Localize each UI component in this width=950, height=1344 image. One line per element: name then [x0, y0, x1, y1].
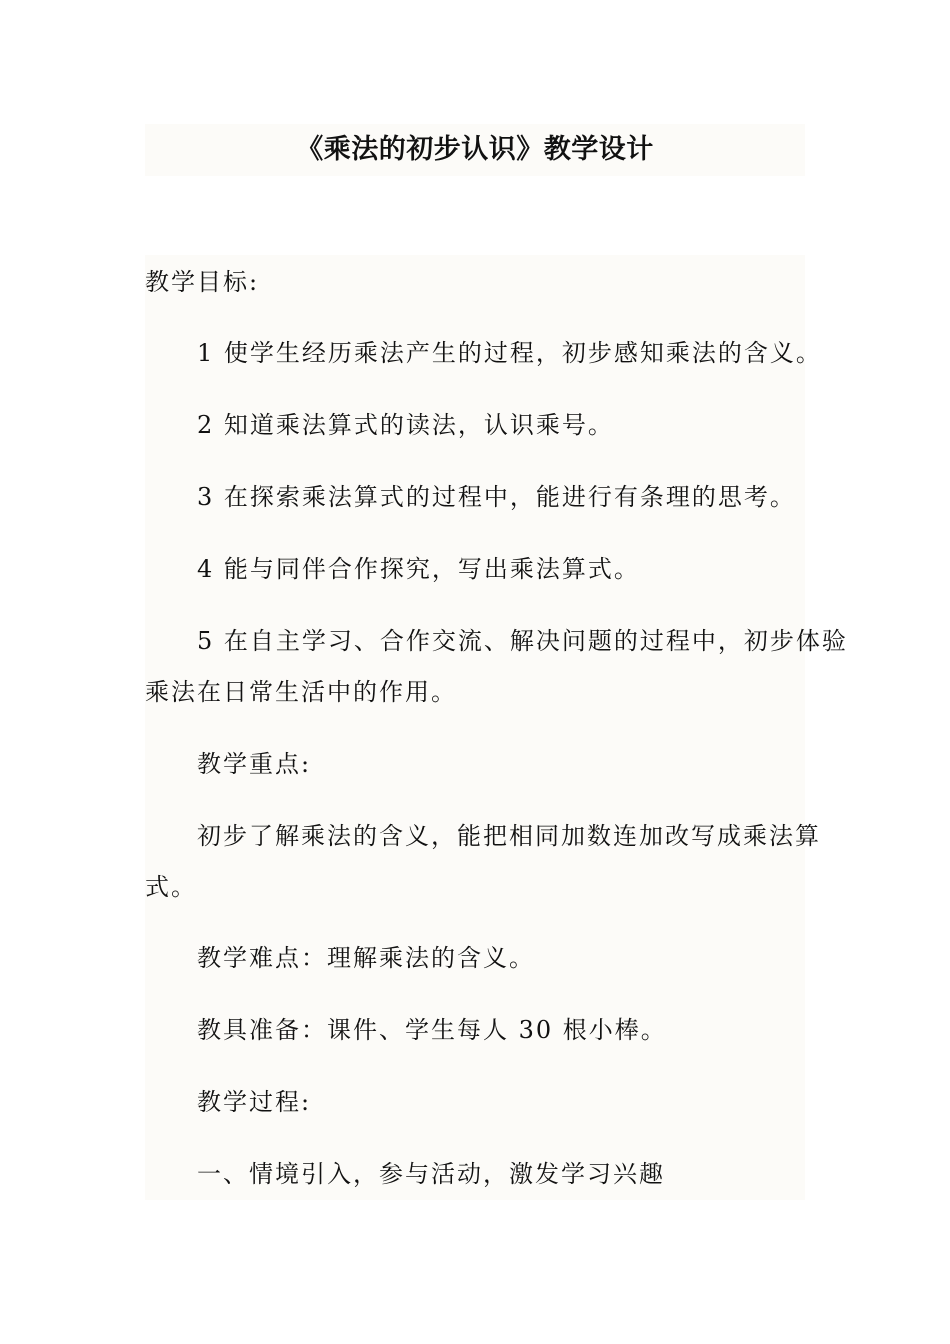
difficult-points: 教学难点：理解乘法的含义。: [197, 944, 535, 972]
objective-5-line2: 乘法在日常生活中的作用。: [145, 678, 457, 706]
objective-3: 3 在探索乘法算式的过程中，能进行有条理的思考。: [197, 483, 796, 511]
key-points-line1: 初步了解乘法的含义，能把相同加数连加改写成乘法算: [197, 822, 821, 850]
objective-5-line1: 5 在自主学习、合作交流、解决问题的过程中，初步体验: [197, 627, 848, 655]
key-points-line2: 式。: [145, 873, 197, 901]
section-heading-process: 教学过程:: [197, 1088, 312, 1116]
document-title: 《乘法的初步认识》教学设计: [296, 134, 654, 165]
section-heading-objectives: 教学目标:: [145, 268, 260, 296]
section-heading-key-points: 教学重点:: [197, 750, 312, 778]
objective-4: 4 能与同伴合作探究，写出乘法算式。: [197, 555, 640, 583]
objective-2: 2 知道乘法算式的读法，认识乘号。: [197, 411, 614, 439]
objective-1: 1 使学生经历乘法产生的过程，初步感知乘法的含义。: [197, 339, 822, 367]
teaching-aids: 教具准备：课件、学生每人 30 根小棒。: [197, 1016, 667, 1044]
body-background: [145, 255, 805, 1200]
process-step-1: 一、情境引入，参与活动，激发学习兴趣: [197, 1160, 665, 1188]
